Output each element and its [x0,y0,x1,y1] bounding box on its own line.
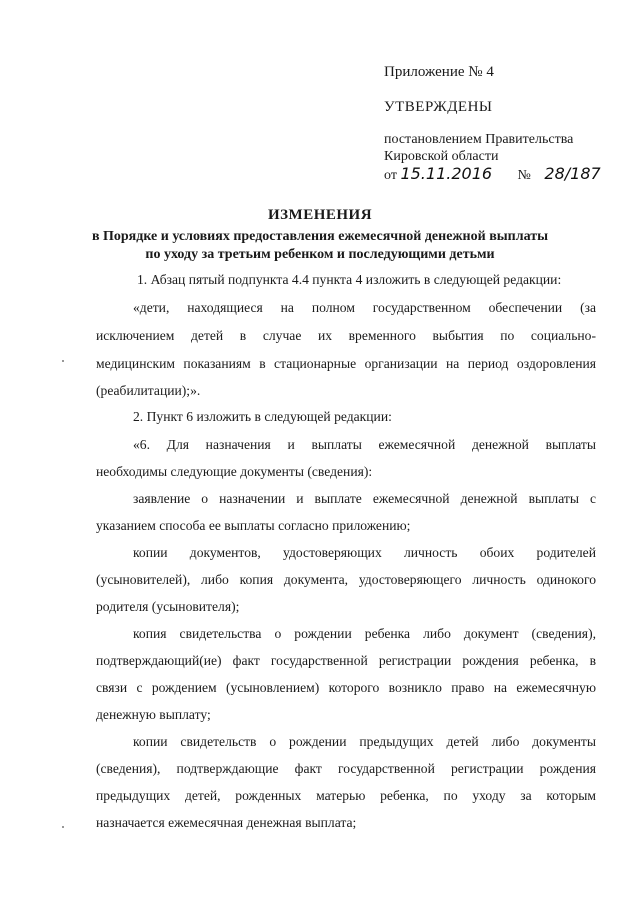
body-line: 1. Абзац пятый подпункта 4.4 пункта 4 изложить в следующей редакции: [137,272,562,287]
body-line: исключением детей в случае их временного выбытия по социально- [96,328,596,343]
number-label: № [517,168,531,183]
body-line: (сведения), подтверждающие факт государственной регистрации рождения [96,761,596,776]
body-line: 2. Пункт 6 изложить в следующей редакции: [133,409,392,424]
body-line: (реабилитации);». [96,383,201,398]
date-prefix: от [384,168,397,183]
body-line: (усыновителей), либо копия документа, удостоверяющего личность одинокого [96,572,596,587]
resolution-line: Кировской области [384,149,499,164]
body-line: родителя (усыновителя); [96,599,240,614]
date-number-row [384,164,601,186]
approved-heading: УТВЕРЖДЕНЫ [384,99,493,115]
handwritten-number: 28/187 [544,164,601,183]
handwritten-date: 15.11.2016 [400,164,493,183]
body-line: заявление о назначении и выплате ежемесячной денежной выплаты с [133,491,596,506]
body-line: «6. Для назначения и выплаты ежемесячной денежной выплаты [133,437,596,452]
resolution-block [384,131,573,165]
document-subtitle-line: по уходу за третьим ребенком и последующими детьми [145,247,495,262]
document-subtitle-line: в Порядке и условиях предоставления ежемесячной денежной выплаты [91,229,549,244]
body-line: назначается ежемесячная денежная выплата; [96,815,357,830]
body-line: подтверждающий(ие) факт государственной регистрации рождения ребенка, в [96,653,596,668]
scan-artifact [62,360,64,362]
body-line: копия свидетельства о рождении ребенка либо документ (сведения), [133,626,596,641]
body-line: копии документов, удостоверяющих личность обоих родителей [133,545,596,560]
document-title: ИЗМЕНЕНИЯ [267,207,373,223]
body-line: «дети, находящиеся на полном государственном обеспечении (за [133,300,596,315]
body-line: предыдущих детей, рожденных матерью ребенка, по уходу за которым [96,788,596,803]
body-line: необходимы следующие документы (сведения): [96,464,373,479]
scan-artifact [62,826,64,828]
body-line: связи с рождением (усыновлением) которого возникло право на ежемесячную [96,680,596,695]
appendix-number: Приложение № 4 [384,64,494,80]
body-line: медицинским показаниям в стационарные организации на период оздоровления [96,356,596,371]
body-line: денежную выплату; [96,707,211,722]
body-line: указанием способа ее выплаты согласно приложению; [96,518,411,533]
resolution-line: постановлением Правительства [384,132,574,147]
body-line: копии свидетельств о рождении предыдущих детей либо документы [133,734,596,749]
